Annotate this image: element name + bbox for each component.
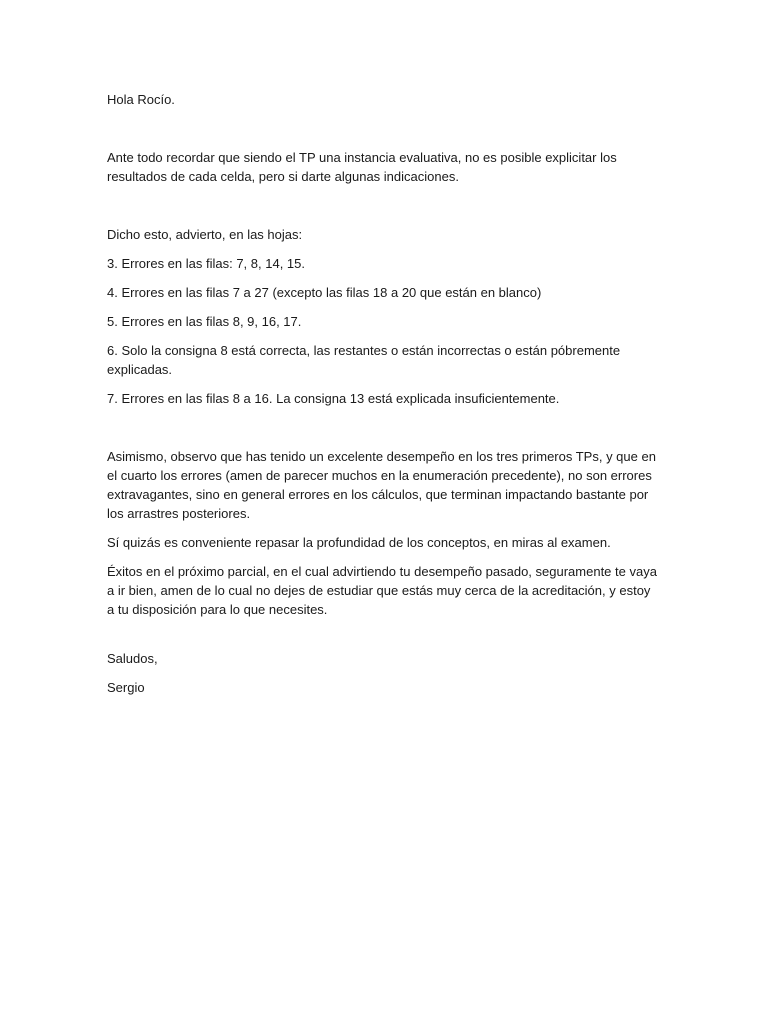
letter-body — [107, 90, 659, 707]
intro-paragraph: Ante todo recordar que siendo el TP una instancia evaluativa, no es posible explicitar los resultados de cada celda, pero si darte algunas indicaciones. — [107, 150, 617, 184]
list-item: 6. Solo la consigna 8 está correcta, las restantes o están incorrectas o están póbremente explicadas. — [107, 343, 621, 377]
greeting: Hola Rocío. — [107, 92, 175, 107]
list-item: 7. Errores en las filas 8 a 16. La consigna 13 está explicada insuficientemente. — [107, 391, 560, 406]
body-paragraph: Asimismo, observo que has tenido un excelente desempeño en los tres primeros TPs, y que en el cuarto los errores (amen de parecer muchos en la enumeración precedente), no son errores extravagantes, sino en general errores en los cálculos, que terminan impactando bastante por los arrastres posteriores. — [107, 449, 656, 521]
list-item: 4. Errores en las filas 7 a 27 (excepto las filas 18 a 20 que están en blanco) — [107, 285, 542, 300]
signature: Sergio — [107, 680, 145, 695]
list-item: 5. Errores en las filas 8, 9, 16, 17. — [107, 314, 302, 329]
body-paragraph: Sí quizás es conveniente repasar la profundidad de los conceptos, en miras al examen. — [107, 535, 611, 550]
body-paragraph: Éxitos en el próximo parcial, en el cual advirtiendo tu desempeño pasado, seguramente te vaya a ir bien, amen de lo cual no dejes de estudiar que estás muy cerca de la acreditación, y estoy a tu disposición para lo que necesites. — [107, 564, 657, 617]
closing: Saludos, — [107, 651, 158, 666]
list-item: 3. Errores en las filas: 7, 8, 14, 15. — [107, 256, 305, 271]
lead-in-paragraph: Dicho esto, advierto, en las hojas: — [107, 227, 303, 242]
